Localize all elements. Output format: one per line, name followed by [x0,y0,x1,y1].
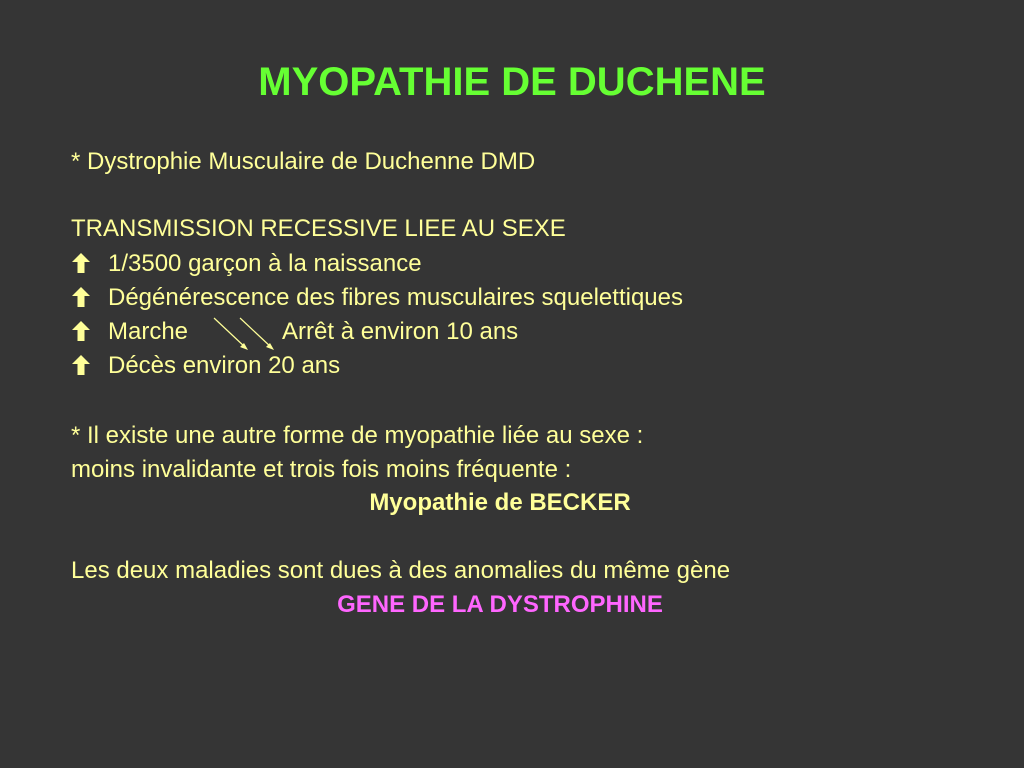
marche-result: Arrêt à environ 10 ans [282,318,519,345]
slide-title: MYOPATHIE DE DUCHENE [258,60,766,104]
diagonal-arrows-icon [210,316,280,356]
up-arrow-icon [71,354,91,376]
bullet-item-incidence [71,249,422,279]
other-form-line-2: moins invalidante et trois fois moins fréquente : [71,456,572,483]
dmd-line: * Dystrophie Musculaire de Duchenne DMD [71,148,536,175]
bullet-text: Dégénérescence des fibres musculaires squelettiques [108,284,683,311]
up-arrow-icon [71,320,91,342]
same-gene-line: Les deux maladies sont dues à des anomalies du même gène [71,557,731,584]
bullet-item-marche [71,317,518,347]
transmission-line: TRANSMISSION RECESSIVE LIEE AU SEXE [71,215,566,242]
bullet-item-deces [71,351,340,381]
up-arrow-icon [71,252,91,274]
bullet-text: Marche [108,318,189,345]
bullet-text: Décès environ 20 ans [108,352,341,379]
bullet-item-degeneration [71,283,683,313]
becker-label: Myopathie de BECKER [369,489,631,516]
up-arrow-icon [71,286,91,308]
other-form-line-1: * Il existe une autre forme de myopathie liée au sexe : [71,422,644,449]
bullet-text: 1/3500 garçon à la naissance [108,250,422,277]
gene-label: GENE DE LA DYSTROPHINE [337,591,663,618]
